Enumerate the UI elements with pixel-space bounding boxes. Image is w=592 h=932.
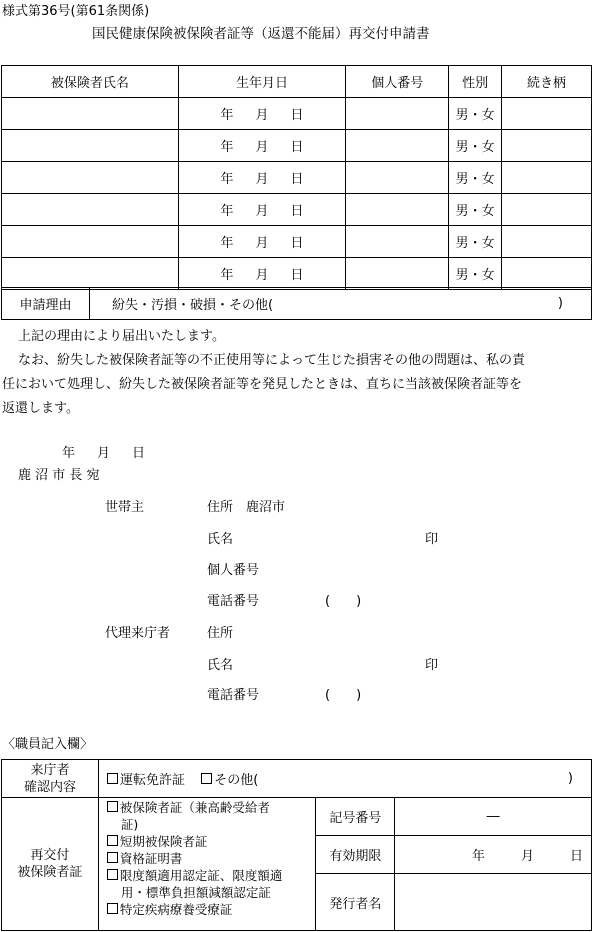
name-cell[interactable] [2, 258, 179, 290]
issuer-name-value[interactable] [395, 874, 592, 931]
name-label: 氏名 [207, 532, 234, 547]
staff-section-label: 〈職員記入欄〉 [2, 737, 94, 752]
table-row [2, 162, 592, 194]
proxy-phone-label: 電話番号 [207, 688, 260, 703]
proxy-address-label: 住所 [207, 626, 234, 641]
header-birthdate: 生年月日 [178, 66, 346, 98]
phone-field[interactable]: ( ) [325, 594, 362, 609]
checklist-item[interactable]: 特定疾病療養受療証 [107, 901, 316, 918]
checkbox-icon[interactable] [107, 852, 118, 863]
reason-label: 申請理由 [2, 288, 90, 320]
proxy-seal-mark: 印 [425, 658, 439, 673]
checkbox-icon[interactable] [107, 801, 118, 812]
table-header-row [2, 66, 592, 98]
relationship-cell[interactable] [502, 226, 592, 258]
checkbox-icon[interactable] [107, 773, 118, 784]
declaration-line-2: なお、紛失した被保険者証等の不正使用等によって生じた損害その他の問題は、私の責 [18, 353, 526, 368]
reissue-table [1, 797, 592, 931]
seal-mark: 印 [425, 532, 439, 547]
relationship-cell[interactable] [502, 130, 592, 162]
birthdate-cell[interactable]: 年 月 日 [178, 194, 346, 226]
sex-cell[interactable]: 男・女 [449, 258, 502, 290]
birthdate-cell[interactable]: 年 月 日 [178, 162, 346, 194]
staff-confirm-table [1, 759, 592, 798]
visitor-confirm-label: 来庁者 確認内容 [2, 760, 99, 798]
birthdate-cell[interactable]: 年 月 日 [178, 258, 346, 290]
relationship-cell[interactable] [502, 258, 592, 290]
proxy-phone-field[interactable]: ( ) [325, 688, 362, 703]
header-name: 被保険者氏名 [2, 66, 179, 98]
table-row [2, 194, 592, 226]
declaration-line-4: 返還します。 [2, 401, 79, 416]
relationship-cell[interactable] [502, 162, 592, 194]
phone-label: 電話番号 [207, 594, 260, 609]
header-relationship: 続き柄 [502, 66, 592, 98]
birthdate-cell[interactable]: 年 月 日 [178, 98, 346, 130]
proxy-label: 代理来庁者 [105, 626, 171, 641]
checkbox-icon[interactable] [107, 903, 118, 914]
reason-row [1, 287, 592, 320]
mynumber-cell[interactable] [346, 194, 449, 226]
mynumber-cell[interactable] [346, 130, 449, 162]
mynumber-cell[interactable] [346, 162, 449, 194]
mynumber-cell[interactable] [346, 98, 449, 130]
checklist-item[interactable]: 短期被保険者証 [107, 833, 316, 850]
table-row [2, 258, 592, 290]
checkbox-icon[interactable] [107, 835, 118, 846]
relationship-cell[interactable] [502, 194, 592, 226]
checklist-item[interactable]: 被保険者証（兼高齢受給者 [107, 799, 316, 816]
name-cell[interactable] [2, 194, 179, 226]
checkbox-icon[interactable] [201, 773, 212, 784]
reissue-label: 再交付 被保険者証 [2, 798, 99, 931]
mynumber-cell[interactable] [346, 226, 449, 258]
sex-cell[interactable]: 男・女 [449, 130, 502, 162]
name-cell[interactable] [2, 162, 179, 194]
table-row [2, 226, 592, 258]
address-field[interactable]: 住所 鹿沼市 [207, 500, 286, 515]
table-row [2, 130, 592, 162]
checklist-item-cont: 証) [120, 817, 139, 832]
sex-cell[interactable]: 男・女 [449, 98, 502, 130]
insured-persons-table [1, 65, 592, 290]
page-title: 国民健康保険被保険者証等（返還不能届）再交付申請書 [92, 26, 430, 42]
header-mynumber: 個人番号 [346, 66, 449, 98]
relationship-cell[interactable] [502, 98, 592, 130]
checklist-item[interactable]: 資格証明書 [107, 850, 316, 867]
table-row [2, 98, 592, 130]
name-cell[interactable] [2, 226, 179, 258]
birthdate-cell[interactable]: 年 月 日 [178, 226, 346, 258]
issuer-name-label: 発行者名 [316, 874, 395, 931]
certificate-checklist [98, 798, 316, 931]
sex-cell[interactable]: 男・女 [449, 226, 502, 258]
symbol-number-label: 記号番号 [316, 798, 395, 836]
declaration-line-3: 任において処理し、紛失した被保険者証等を発見したときは、直ちに当該被保険者証等を [2, 377, 523, 392]
addressee: 鹿 沼 市 長 宛 [18, 468, 100, 483]
application-date[interactable]: 年 月 日 [62, 446, 146, 461]
checklist-item[interactable]: 限度額適用認定証、限度額適 [107, 867, 316, 884]
valid-period-label: 有効期限 [316, 836, 395, 874]
valid-period-value[interactable]: 年 月 日 [395, 836, 592, 874]
symbol-number-value[interactable]: ― [395, 798, 592, 836]
sex-cell[interactable]: 男・女 [449, 162, 502, 194]
checkbox-icon[interactable] [107, 869, 118, 880]
sex-cell[interactable]: 男・女 [449, 194, 502, 226]
checklist-item-cont: 用・標準負担額減額認定証 [120, 885, 271, 900]
declaration-line-1: 上記の理由により届出いたします。 [18, 329, 225, 344]
name-cell[interactable] [2, 130, 179, 162]
visitor-confirm-options[interactable]: 運転免許証 その他( ) [99, 760, 592, 798]
mynumber-cell[interactable] [346, 258, 449, 290]
proxy-name-label: 氏名 [207, 658, 234, 673]
header-sex: 性別 [449, 66, 502, 98]
reason-options[interactable]: 紛失・汚損・破損・その他( ) [90, 288, 592, 320]
birthdate-cell[interactable]: 年 月 日 [178, 130, 346, 162]
name-cell[interactable] [2, 98, 179, 130]
mynumber-label: 個人番号 [207, 563, 260, 578]
household-head-label: 世帯主 [105, 500, 145, 515]
form-number: 様式第36号(第61条関係) [2, 4, 150, 19]
